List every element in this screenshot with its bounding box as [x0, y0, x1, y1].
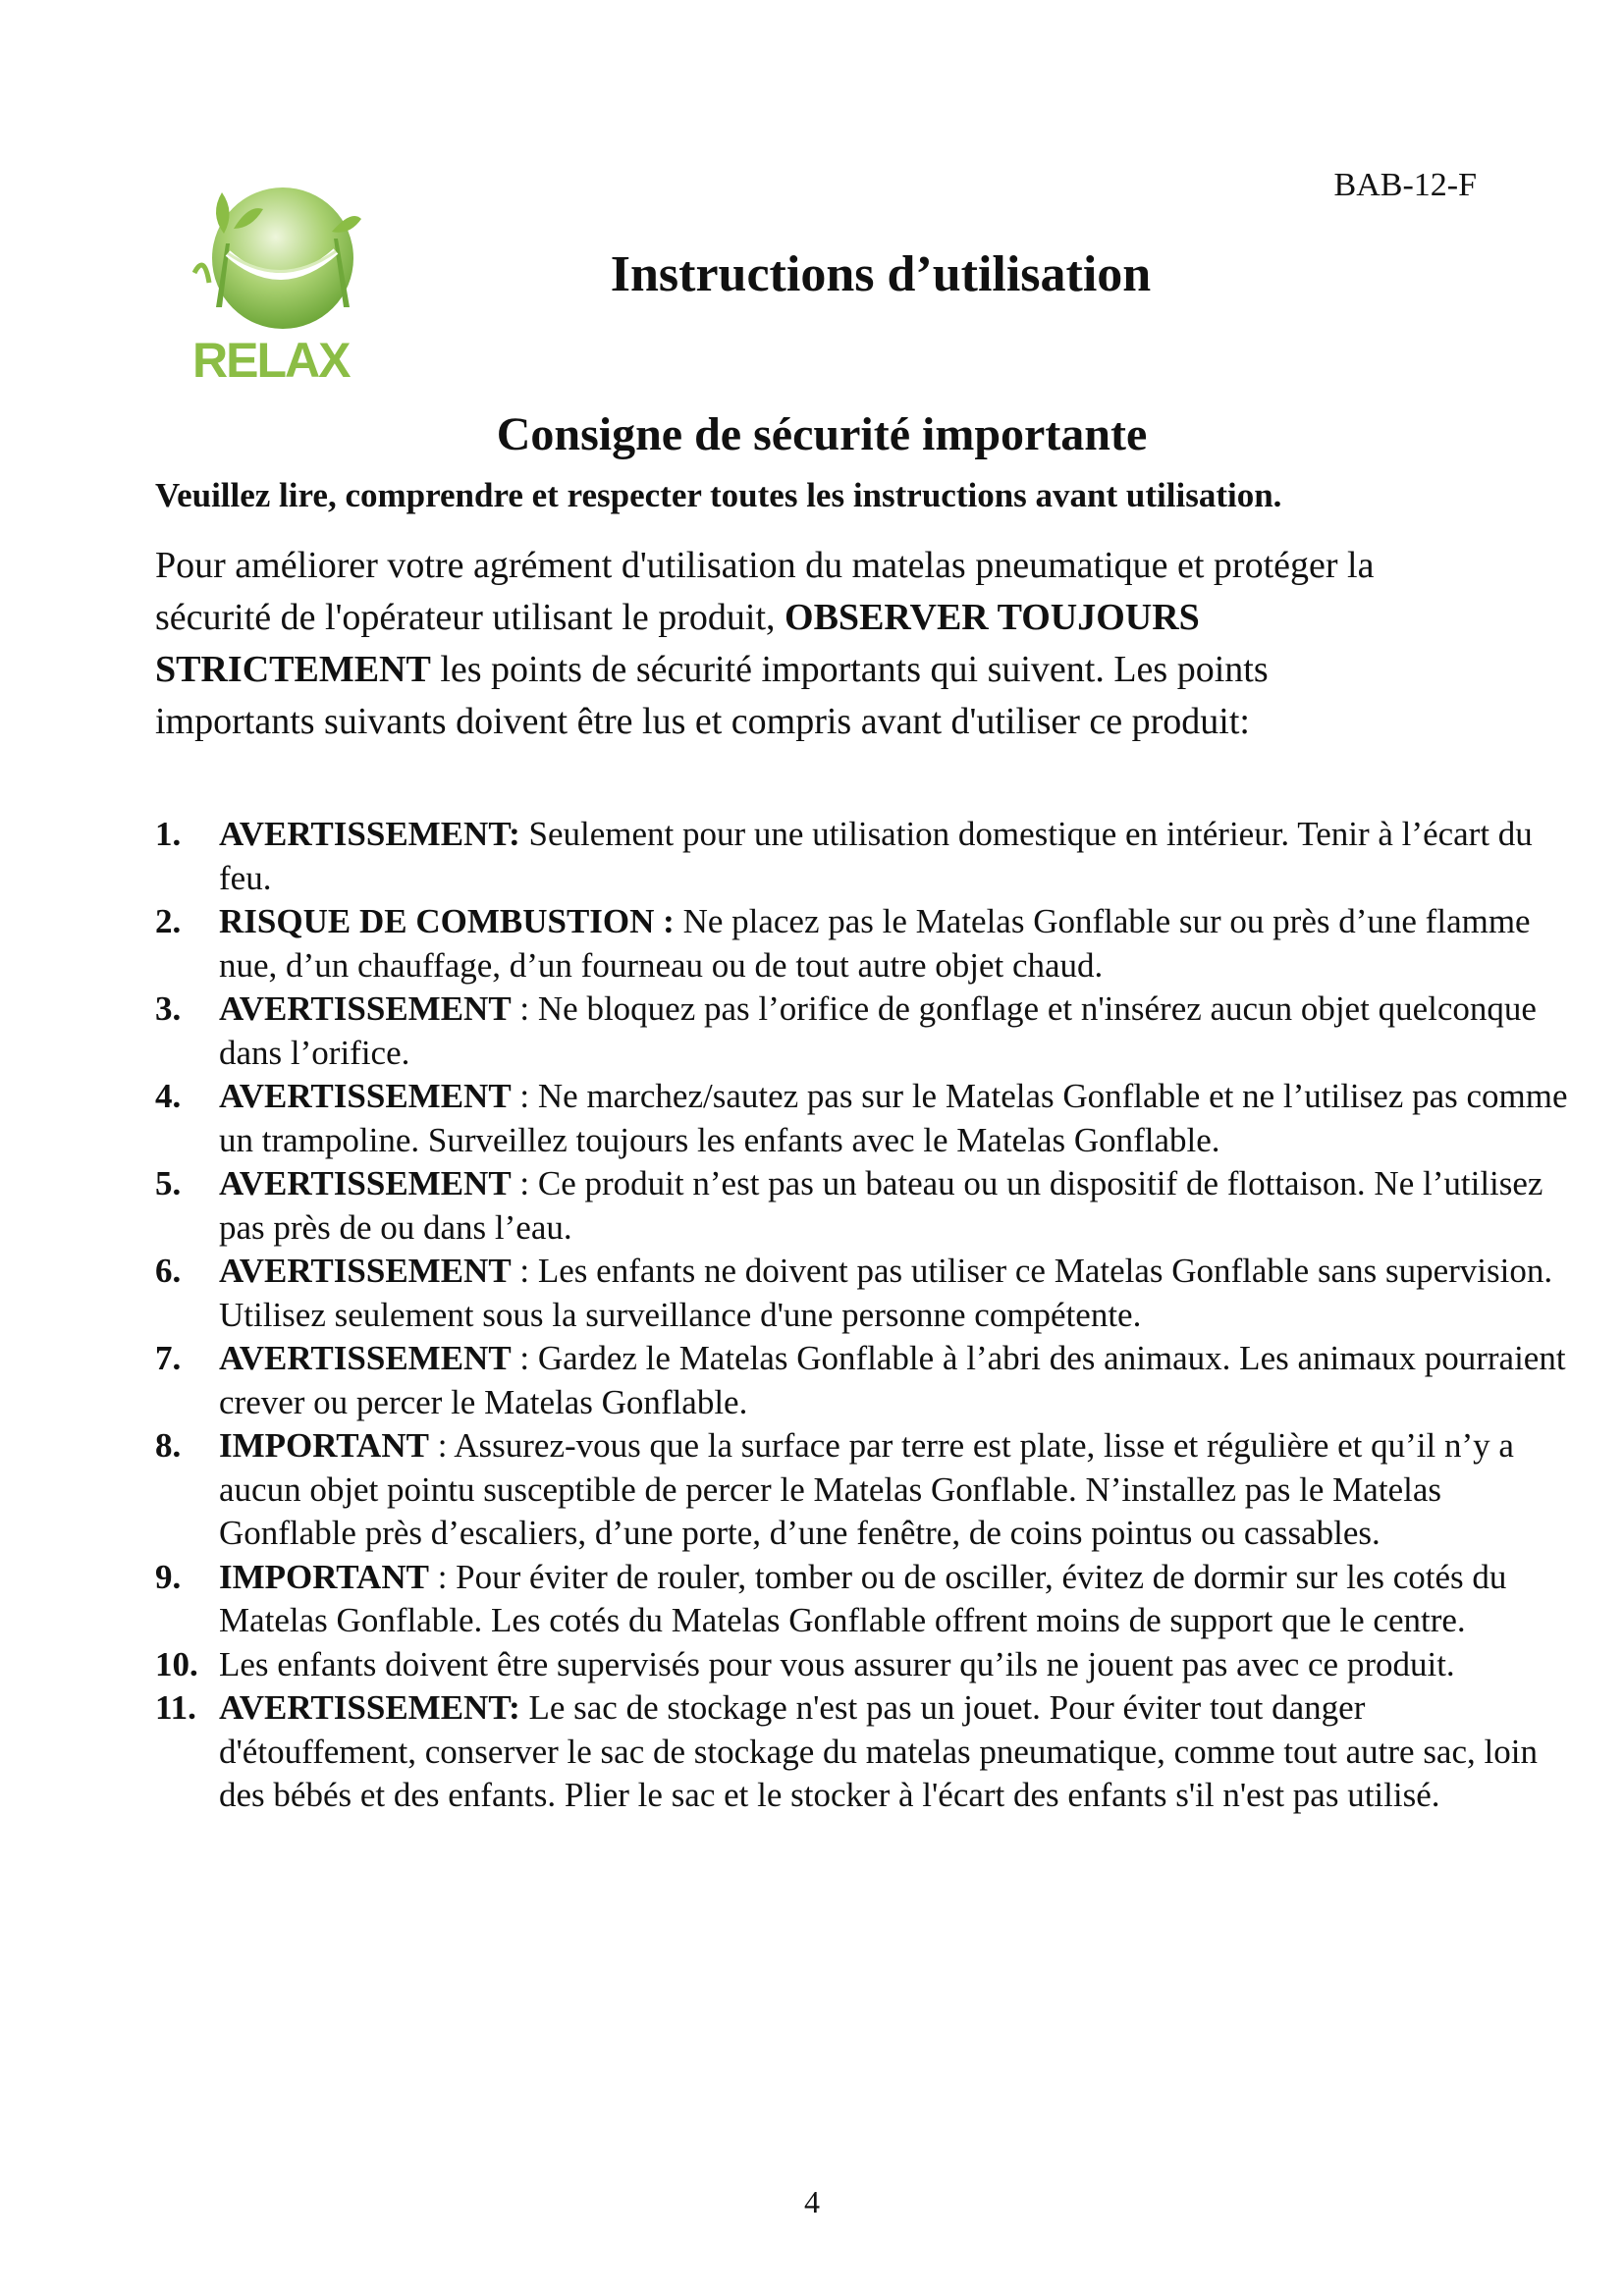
- item-keyword: AVERTISSEMENT: [219, 1339, 512, 1377]
- item-number: 8.: [155, 1426, 182, 1465]
- page-title: Instructions d’utilisation: [610, 246, 1152, 302]
- item-number: 3.: [155, 989, 182, 1028]
- item-keyword: AVERTISSEMENT: [219, 1077, 512, 1115]
- list-item: [155, 1556, 1569, 1643]
- item-keyword: IMPORTANT: [219, 1557, 429, 1596]
- list-item: [155, 1162, 1569, 1250]
- page-number: 4: [804, 2184, 820, 2219]
- item-text: : Ne bloquez pas l’orifice de gonflage et n'insérez aucun objet quelconque dans l’orifice.: [219, 989, 1537, 1072]
- item-keyword: AVERTISSEMENT:: [219, 1688, 520, 1727]
- item-number: 7.: [155, 1339, 182, 1377]
- item-keyword: AVERTISSEMENT: [219, 989, 512, 1028]
- item-text: : Les enfants ne doivent pas utiliser ce Matelas Gonflable sans supervision. Utilisez seulement sous la surveillance d'une personne compétente.: [219, 1252, 1553, 1334]
- item-text: : Gardez le Matelas Gonflable à l’abri des animaux. Les animaux pourraient crever ou percer le Matelas Gonflable.: [219, 1339, 1566, 1421]
- item-number: 1.: [155, 815, 182, 853]
- list-item: [155, 900, 1569, 988]
- item-text: : Ne marchez/sautez pas sur le Matelas Gonflable et ne l’utilisez pas comme un trampoline. Surveillez toujours les enfants avec le Matelas Gonflable.: [219, 1077, 1568, 1159]
- intro-emphasis: OBSERVER TOUJOURS STRICTEMENT: [155, 597, 1200, 690]
- item-text: Ne placez pas le Matelas Gonflable sur ou près d’une flamme nue, d’un chauffage, d’un fourneau ou de tout autre objet chaud.: [219, 902, 1531, 985]
- document-reference: BAB-12-F: [1333, 167, 1477, 203]
- list-item: [155, 1424, 1569, 1556]
- item-number: 9.: [155, 1557, 182, 1596]
- logo-wordmark: RELAX: [192, 333, 350, 388]
- item-number: 5.: [155, 1164, 182, 1202]
- item-text: : Assurez-vous que la surface par terre est plate, lisse et régulière et qu’il n’y a aucun objet pointu susceptible de percer le Matelas Gonflable. N’installez pas le Matelas Gonflable près d’escaliers, d’une porte, d’une fenêtre, de coins pointus ou cassables.: [219, 1426, 1514, 1552]
- item-text: Les enfants doivent être supervisés pour vous assurer qu’ils ne jouent pas avec ce produit.: [219, 1644, 1455, 1683]
- item-number: 11.: [155, 1688, 196, 1727]
- item-keyword: AVERTISSEMENT: [219, 1252, 512, 1290]
- safety-list: [155, 813, 1569, 1818]
- list-item: [155, 1337, 1569, 1424]
- section-heading: Consigne de sécurité importante: [496, 408, 1148, 460]
- item-number: 4.: [155, 1077, 182, 1115]
- list-item: [155, 1643, 1569, 1687]
- item-text: Seulement pour une utilisation domestique en intérieur. Tenir à l’écart du feu.: [219, 815, 1533, 897]
- item-number: 6.: [155, 1252, 182, 1290]
- list-item: [155, 1075, 1569, 1162]
- item-number: 10.: [155, 1644, 198, 1683]
- item-keyword: AVERTISSEMENT:: [219, 815, 520, 853]
- item-keyword: IMPORTANT: [219, 1426, 429, 1465]
- item-text: Le sac de stockage n'est pas un jouet. Pour éviter tout danger d'étouffement, conserver le sac de stockage du matelas pneumatique, comme tout autre sac, loin des bébés et des enfants. Plier le sac et le stocker à l'écart des enfants s'il n'est pas utilisé.: [219, 1688, 1538, 1814]
- item-keyword: RISQUE DE COMBUSTION :: [219, 902, 675, 940]
- item-text: : Ce produit n’est pas un bateau ou un dispositif de flottaison. Ne l’utilisez pas près de ou dans l’eau.: [219, 1164, 1543, 1247]
- list-item: [155, 988, 1569, 1075]
- list-item: [155, 813, 1569, 900]
- item-keyword: AVERTISSEMENT: [219, 1164, 512, 1202]
- list-item: [155, 1250, 1569, 1337]
- item-text: : Pour éviter de rouler, tomber ou de osciller, évitez de dormir sur les cotés du Matelas Gonflable. Les cotés du Matelas Gonflable offrent moins de support que le centre.: [219, 1557, 1507, 1639]
- list-item: [155, 1686, 1569, 1818]
- intro-text-end: les points de sécurité importants qui suivent. Les points importants suivants doivent être lus et compris avant d'utiliser ce produit:: [155, 649, 1269, 742]
- intro-text-start: Pour améliorer votre agrément d'utilisation du matelas pneumatique et protéger la sécurité de l'opérateur utilisant le produit,: [155, 545, 1375, 638]
- lead-instruction: Veuillez lire, comprendre et respecter toutes les instructions avant utilisation.: [155, 476, 1282, 514]
- intro-paragraph: [155, 540, 1432, 748]
- item-number: 2.: [155, 902, 182, 940]
